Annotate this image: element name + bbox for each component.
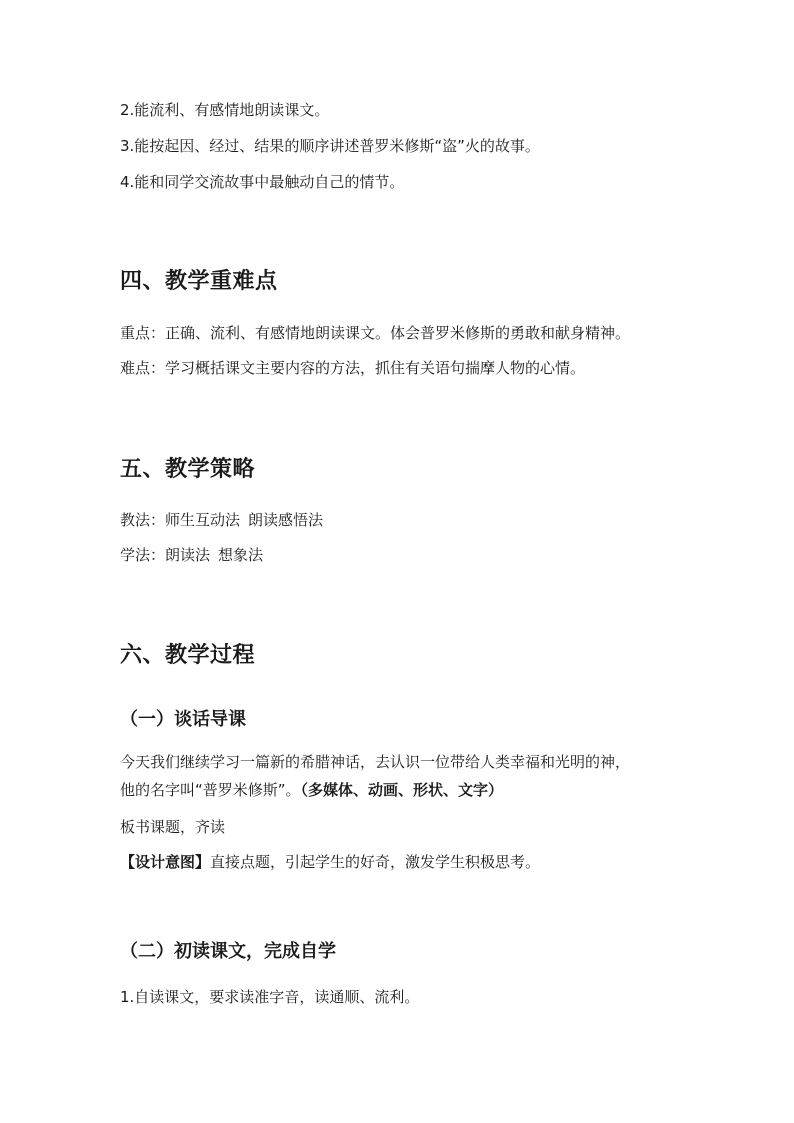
objective-item-4: 4.能和同学交流故事中最触动自己的情节。 (120, 173, 405, 191)
difficult-point-text: 难点：学习概括课文主要内容的方法，抓住有关语句揣摩人物的心情。 (120, 359, 586, 377)
design-intent-text: 直接点题，引起学生的好奇，激发学生积极思考。 (210, 853, 541, 871)
teaching-method-interaction: 师生互动法 (165, 511, 241, 529)
learning-method-reading: 朗读法 (165, 546, 211, 564)
media-note: （多媒体、动画、形状、文字） (300, 781, 504, 799)
design-intent-line (120, 852, 540, 872)
subsection-heading-introduction: （一）谈话导课 (120, 709, 246, 730)
objective-item-3: 3.能按起因、经过、结果的顺序讲述普罗米修斯“盗”火的故事。 (120, 137, 540, 155)
introduction-paragraph-line-1: 今天我们继续学习一篇新的希腊神话，去认识一位带给人类幸福和光明的神， (120, 753, 631, 771)
learning-methods-line (120, 545, 263, 565)
introduction-quote: 他的名字叫“普罗米修斯”。 (120, 781, 301, 799)
learning-methods-label: 学法： (120, 546, 166, 564)
section-heading-key-difficult-points: 四、教学重难点 (120, 269, 278, 294)
subsection-heading-first-reading: （二）初读课文，完成自学 (120, 941, 336, 962)
teaching-methods-label: 教法： (120, 511, 166, 529)
key-point-text: 重点：正确、流利、有感情地朗读课文。体会普罗米修斯的勇敢和献身精神。 (120, 324, 631, 342)
first-reading-item-1: 1.自读课文，要求读准字音，读通顺、流利。 (120, 988, 420, 1006)
teaching-method-reading: 朗读感悟法 (248, 511, 324, 529)
objective-item-2: 2.能流利、有感情地朗读课文。 (120, 101, 330, 119)
learning-method-imagination: 想象法 (218, 546, 264, 564)
section-heading-teaching-strategy: 五、教学策略 (120, 457, 256, 482)
section-heading-teaching-process: 六、教学过程 (120, 643, 256, 668)
teaching-methods-line (120, 510, 323, 530)
board-instruction: 板书课题，齐读 (120, 818, 226, 836)
introduction-paragraph-line-2 (120, 780, 503, 800)
design-intent-label: 【设计意图】 (120, 853, 211, 871)
